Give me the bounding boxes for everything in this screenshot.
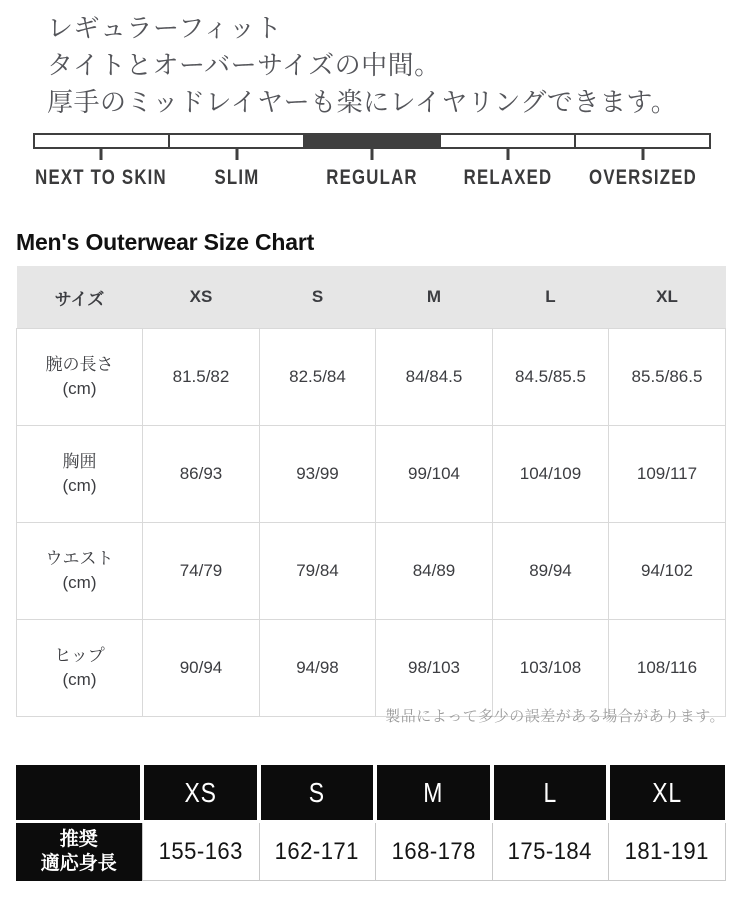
header-text: XL — [652, 776, 683, 808]
height-range: 181-191 — [624, 837, 709, 865]
value-cell: 86/93 — [143, 426, 260, 523]
scale-tick — [371, 148, 374, 160]
height-range: 155-163 — [158, 837, 243, 865]
header-text: S — [308, 776, 326, 808]
scale-label-regular: REGULAR — [326, 166, 418, 189]
header-cell-s — [259, 765, 375, 822]
row-label-cell — [16, 822, 142, 881]
value-cell: 108/116 — [609, 620, 726, 717]
row-label: ヒップ — [54, 646, 105, 665]
scale-label-slim: SLIM — [214, 166, 260, 189]
value-cell: 82.5/84 — [260, 329, 376, 426]
header-cell-s: S — [260, 266, 376, 329]
header-cell-m: M — [376, 266, 493, 329]
value-cell — [492, 822, 608, 881]
fit-segment-regular-selected — [303, 135, 438, 147]
fit-description-line: 厚手のミッドレイヤーも楽にレイヤリングできます。 — [47, 87, 678, 117]
row-unit: (cm) — [62, 476, 97, 495]
value-cell: 98/103 — [376, 620, 493, 717]
header-cell-xs — [142, 765, 259, 822]
scale-tick — [100, 148, 103, 160]
value-cell — [142, 822, 259, 881]
fit-name: レギュラーフィット — [47, 13, 283, 43]
fit-segment-next-to-skin — [35, 135, 168, 147]
scale-label-oversized: OVERSIZED — [589, 166, 697, 189]
row-label-cell — [17, 523, 143, 620]
table-row-waist — [17, 523, 726, 620]
table-row-arm-length — [17, 329, 726, 426]
recommended-height-table — [16, 765, 726, 881]
value-cell: 99/104 — [376, 426, 493, 523]
fit-description-line: タイトとオーバーサイズの中間。 — [47, 50, 441, 80]
tolerance-note: 製品によって多少の誤差がある場合があります。 — [385, 708, 725, 725]
value-cell: 74/79 — [143, 523, 260, 620]
value-cell: 94/98 — [260, 620, 376, 717]
value-cell — [259, 822, 375, 881]
value-cell: 104/109 — [493, 426, 609, 523]
header-cell-xl: XL — [609, 266, 726, 329]
row-label: 適応身長 — [40, 852, 117, 874]
scale-tick — [236, 148, 239, 160]
header-cell-l — [492, 765, 608, 822]
fit-segment-relaxed — [439, 135, 574, 147]
height-table-data-row — [16, 822, 725, 881]
value-cell — [375, 822, 492, 881]
row-label-cell — [17, 620, 143, 717]
fit-scale-bar — [33, 133, 711, 149]
value-cell: 85.5/86.5 — [609, 329, 726, 426]
scale-label-relaxed: RELAXED — [463, 166, 553, 189]
height-range: 175-184 — [507, 837, 593, 865]
value-cell: 93/99 — [260, 426, 376, 523]
size-table — [16, 266, 726, 717]
header-cell-m — [375, 765, 492, 822]
value-cell: 109/117 — [609, 426, 726, 523]
value-cell: 84/89 — [376, 523, 493, 620]
header-cell-xl — [608, 765, 725, 822]
row-label: ウエスト — [45, 549, 114, 568]
row-unit: (cm) — [62, 379, 97, 398]
fit-segment-oversized — [574, 135, 709, 147]
value-cell: 103/108 — [493, 620, 609, 717]
table-row-hip — [17, 620, 726, 717]
height-range: 168-178 — [391, 837, 476, 865]
scale-label-next-to-skin: NEXT TO SKIN — [35, 166, 167, 189]
value-cell: 84.5/85.5 — [493, 329, 609, 426]
header-cell-size: サイズ — [17, 266, 143, 329]
scale-tick — [507, 148, 510, 160]
row-label-cell — [17, 329, 143, 426]
row-label: 推奨 — [59, 828, 98, 850]
row-label-cell — [17, 426, 143, 523]
fit-description — [47, 10, 677, 121]
value-cell: 90/94 — [143, 620, 260, 717]
page-title: Men's Outerwear Size Chart — [16, 229, 315, 255]
value-cell: 84/84.5 — [376, 329, 493, 426]
value-cell: 79/84 — [260, 523, 376, 620]
header-cell-l: L — [493, 266, 609, 329]
header-cell-xs: XS — [143, 266, 260, 329]
height-range: 162-171 — [274, 837, 360, 865]
header-cell-blank — [16, 765, 142, 822]
header-text: M — [423, 776, 444, 808]
table-row-chest — [17, 426, 726, 523]
value-cell: 94/102 — [609, 523, 726, 620]
height-table-header-row — [16, 765, 725, 822]
header-text: L — [543, 776, 557, 808]
scale-tick — [642, 148, 645, 160]
row-label: 胸囲 — [62, 452, 97, 471]
row-label: 腕の長さ — [45, 355, 114, 374]
row-unit: (cm) — [62, 670, 97, 689]
value-cell: 89/94 — [493, 523, 609, 620]
fit-segment-slim — [168, 135, 303, 147]
value-cell: 81.5/82 — [143, 329, 260, 426]
header-text: XS — [184, 776, 217, 808]
row-unit: (cm) — [62, 573, 97, 592]
value-cell — [608, 822, 725, 881]
size-table-header-row — [17, 266, 726, 329]
